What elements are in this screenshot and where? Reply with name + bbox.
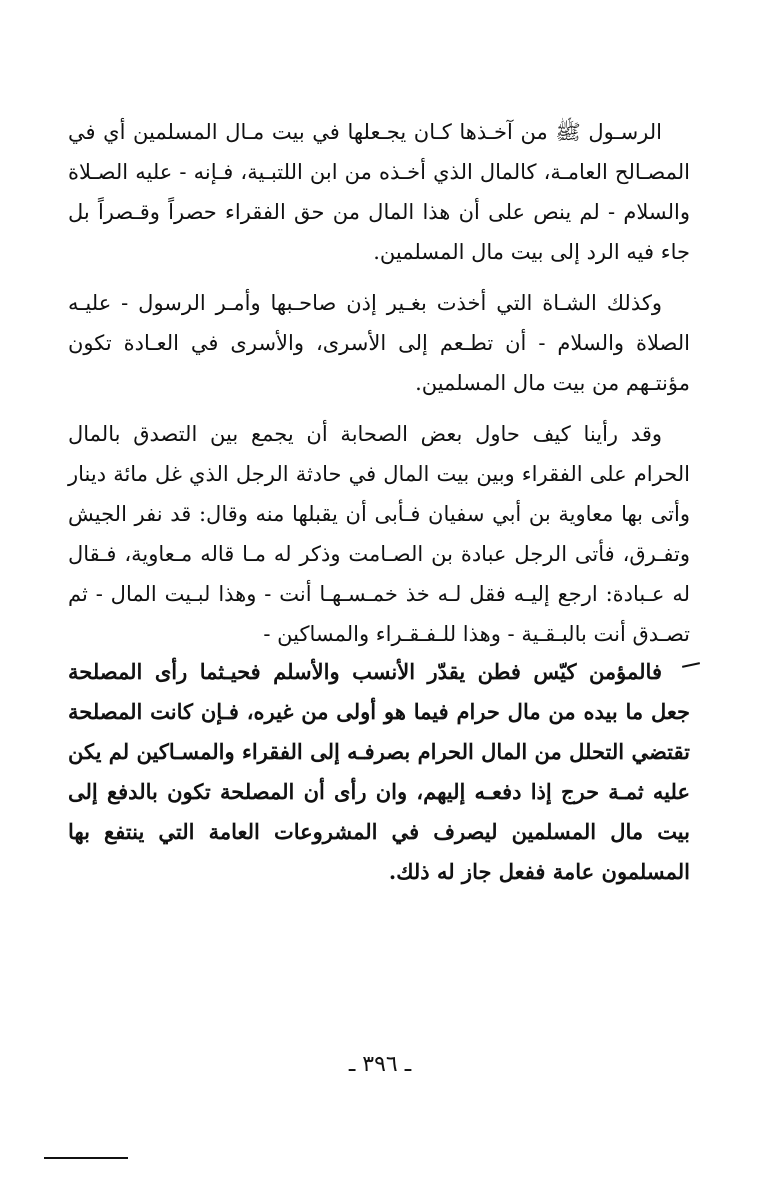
paragraph-4: [68, 652, 690, 892]
paragraph-1-text: الرسـول ﷺ من آخـذها كـان يجـعلها في بيت مـال المسلمين أي في المصـالح العامـة، كالمال الذي أخـذه من ابن اللتبـية، فـإنه - عليه الصـلاة والسلام - لم ينص على أن هذا المال من حق الفقراء حصراً وقـصراً بل جاء فيه الرد إلى بيت مال المسلمين.: [68, 120, 690, 264]
paragraph-4-text: فالمؤمن كيّس فطن يقدّر الأنسب والأسلم فحيـثما رأى المصلحة جعل ما بيده من مال حرام فيما هو أولى من غيره، فـإن كانت المصلحة تقتضي التحلل من المال الحرام بصرفـه إلى الفقراء والمسـاكين لم يكن عليه ثمـة حرج إذا دفعـه إليهم، وان رأى أن المصلحة تكون بالدفع إلى بيت مال المسلمين ليصرف في المشروعات العامة التي ينتفع بها المسلمون عامة ففعل جاز له ذلك.: [68, 659, 690, 884]
paragraph-1: [68, 112, 690, 272]
paragraph-2-text: وكذلك الشـاة التي أخذت بغـير إذن صاحـبها وأمـر الرسول - عليـه الصلاة والسلام - أن تطـعم إلى الأسرى، والأسرى في العـادة تكون مؤنتـهم من بيت مال المسلمين.: [68, 291, 690, 395]
paragraph-3: [68, 414, 690, 654]
bottom-rule: [44, 1157, 128, 1159]
paragraph-3-text: وقد رأينا كيف حاول بعض الصحابة أن يجمع بين التصدق بالمال الحرام على الفقراء وبين بيت المال في حادثة الرجل الذي غل مائة دينار وأتى بها معاوية بن أبي سفيان فـأبى أن يقبلها منه وقال: قد نفر الجيش وتفـرق، فأتى الرجل عبادة بن الصـامت وذكر له مـا قاله مـعاوية، فـقال له عـبادة: ارجع إليـه فقل لـه خذ خمـسـهـا أنت - وهذا لبـيت المال - ثم تصـدق أنت بالبـقـية - وهذا للـفـقـراء والمساكين -: [68, 422, 690, 646]
paragraph-2: [68, 283, 690, 403]
page-number: ـ ٣٩٦ ـ: [348, 1052, 412, 1077]
